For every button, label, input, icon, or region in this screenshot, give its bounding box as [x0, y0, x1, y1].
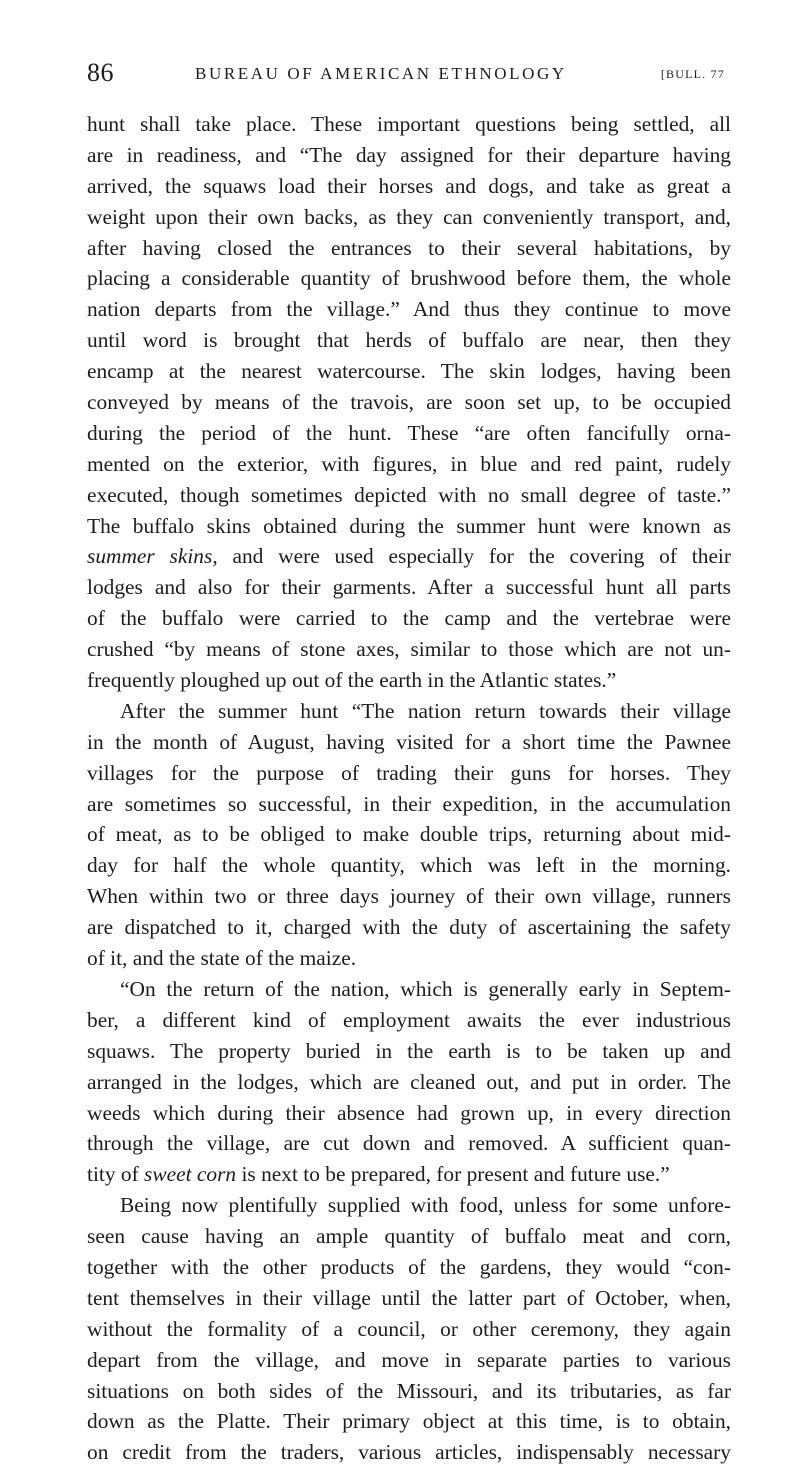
text-line: weeds which during their absence had grown up, in every direction: [87, 1100, 731, 1125]
text-line: crushed “by means of stone axes, similar to those which are not un-: [87, 637, 731, 662]
text-line: weight upon their own backs, as they can conveniently transport, and,: [87, 204, 731, 229]
page-header: [87, 58, 725, 88]
text-line: hunt shall take place. These important questions being settled, all: [87, 112, 731, 136]
body-text: [87, 109, 731, 1468]
text-line: seen cause having an ample quantity of buffalo meat and corn,: [87, 1224, 731, 1249]
text-line: executed, though sometimes depicted with no small degree of taste.”: [87, 482, 731, 507]
text-line: down as the Platte. Their primary object at this time, is to obtain,: [87, 1409, 731, 1434]
text-fragment: is next to be prepared, for present and future use.”: [236, 1162, 670, 1187]
text-line: The buffalo skins obtained during the summer hunt were known as: [87, 513, 731, 538]
text-line-italic-sweet-corn: [87, 1159, 731, 1190]
text-line: through the village, are cut down and removed. A sufficient quan-: [87, 1131, 731, 1156]
text-line: conveyed by means of the travois, are soon set up, to be occupied: [87, 390, 731, 415]
text-line: arrived, the squaws load their horses and dogs, and take as great a: [87, 173, 731, 198]
bulletin-reference: [BULL. 77: [660, 67, 725, 81]
italic-phrase: sweet corn: [144, 1162, 237, 1187]
text-line: of meat, as to be obliged to make double trips, returning about mid-: [87, 822, 731, 847]
text-line: mented on the exterior, with figures, in blue and red paint, rudely: [87, 451, 731, 476]
text-line: lodges and also for their garments. After a successful hunt all parts: [87, 575, 731, 600]
text-line: ber, a different kind of employment awaits the ever industrious: [87, 1007, 731, 1032]
text-line: are in readiness, and “The day assigned for their departure having: [87, 142, 731, 167]
text-line: together with the other products of the gardens, they would “con-: [87, 1254, 731, 1279]
text-line: villages for the purpose of trading their guns for horses. They: [87, 760, 731, 785]
text-line: tent themselves in their village until the latter part of October, when,: [87, 1285, 731, 1310]
text-line: Being now plentifully supplied with food, unless for some unfore-: [120, 1193, 731, 1218]
running-head: BUREAU OF AMERICAN ETHNOLOGY: [195, 64, 567, 83]
text-line: nation departs from the village.” And thus they continue to move: [87, 297, 731, 322]
page-number: 86: [87, 58, 114, 87]
text-line: When within two or three days journey of their own village, runners: [87, 884, 731, 909]
text-line: until word is brought that herds of buffalo are near, then they: [87, 328, 731, 353]
text-line: after having closed the entrances to their several habitations, by: [87, 235, 731, 260]
text-line: of the buffalo were carried to the camp and the vertebrae were: [87, 606, 731, 631]
text-fragment: tity of: [87, 1162, 145, 1187]
italic-phrase: summer skins: [87, 544, 213, 569]
text-line: depart from the village, and move in separate parties to various: [87, 1347, 731, 1372]
text-line: situations on both sides of the Missouri, and its tributaries, as far: [87, 1378, 731, 1403]
text-line: encamp at the nearest watercourse. The skin lodges, having been: [87, 359, 731, 384]
text-line-italic-summer-skins: [87, 541, 731, 572]
text-line: day for half the whole quantity, which was left in the morning.: [87, 853, 731, 878]
text-line: without the formality of a council, or other ceremony, they again: [87, 1316, 731, 1341]
text-line: are dispatched to it, charged with the duty of ascertaining the safety: [87, 915, 731, 940]
text-line: on credit from the traders, various articles, indispensably necessary: [87, 1440, 731, 1465]
text-line: “On the return of the nation, which is generally early in Septem-: [120, 976, 731, 1001]
text-line: during the period of the hunt. These “are often fancifully orna-: [87, 420, 731, 445]
text-line: are sometimes so successful, in their expedition, in the accumulation: [87, 791, 731, 816]
text-fragment: , and were used especially for the covering of their: [212, 544, 731, 569]
text-line: frequently ploughed up out of the earth in the Atlantic states.”: [87, 668, 617, 693]
text-line: After the summer hunt “The nation return towards their village: [120, 698, 731, 723]
text-line: placing a considerable quantity of brushwood before them, the whole: [87, 266, 731, 291]
text-line: in the month of August, having visited for a short time the Pawnee: [87, 729, 731, 754]
text-line: squaws. The property buried in the earth is to be taken up and: [87, 1038, 731, 1063]
text-line: of it, and the state of the maize.: [87, 946, 357, 971]
text-line: arranged in the lodges, which are cleaned out, and put in order. The: [87, 1069, 731, 1094]
